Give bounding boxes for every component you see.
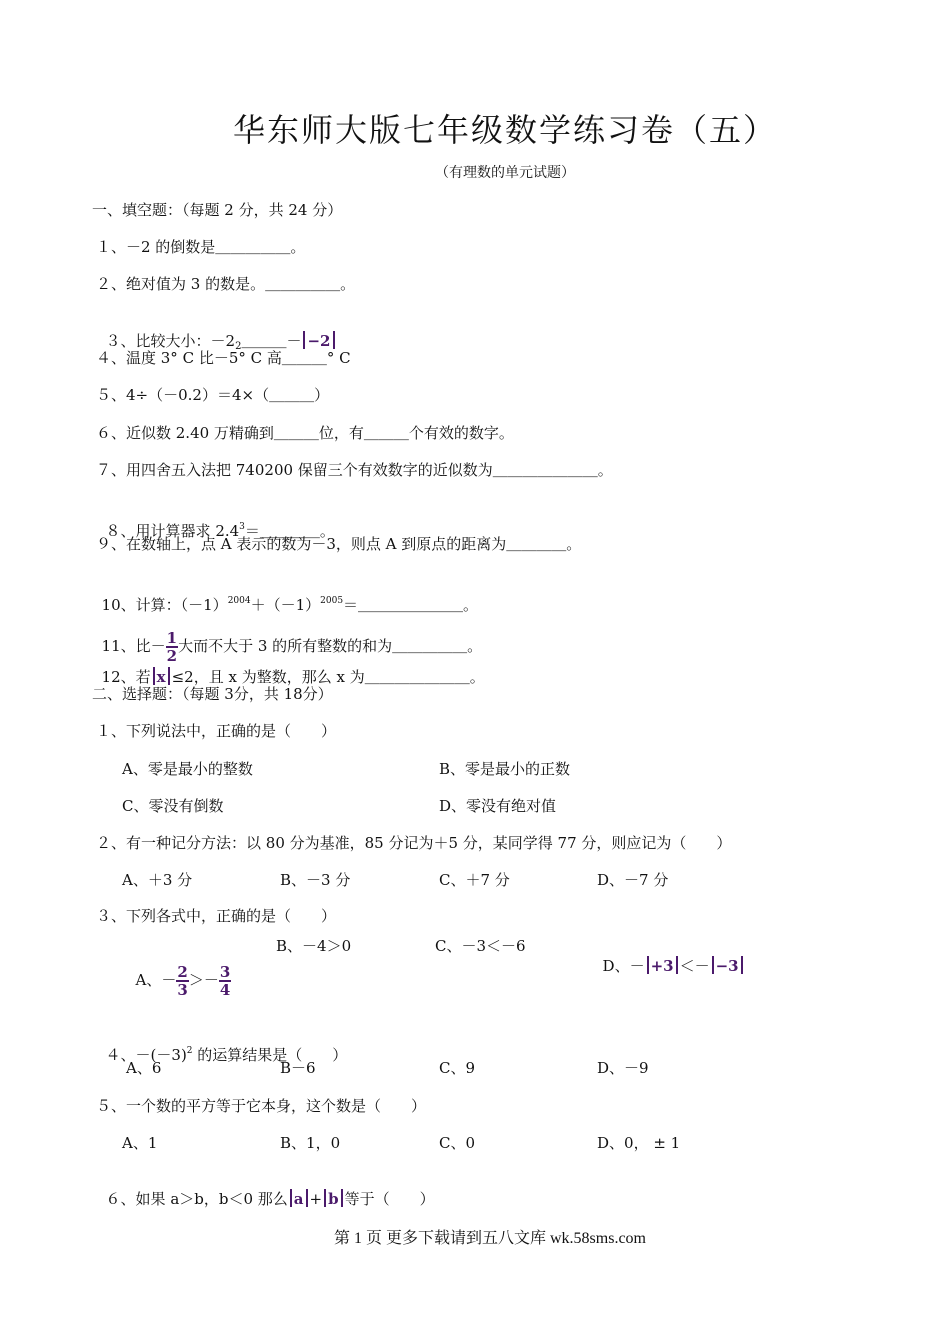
fill-q12-a: 12、若 bbox=[101, 668, 151, 686]
fill-q3-sub: 2 bbox=[235, 341, 242, 352]
abs-bar bbox=[333, 331, 335, 349]
abs-bar bbox=[324, 1189, 326, 1207]
choice-q6 bbox=[96, 1169, 435, 1209]
page-subtitle: （有理数的单元试题） bbox=[435, 165, 575, 181]
choice-q4-option-d: D、－9 bbox=[597, 1059, 649, 1077]
choice-q6-plus: + bbox=[309, 1190, 323, 1208]
fill-q12 bbox=[92, 647, 485, 687]
fill-q7: ７、用四舍五入法把 740200 保留三个有效数字的近似数为＿＿＿＿＿＿＿。 bbox=[96, 461, 613, 479]
choice-q3-option-b: B、－4＞0 bbox=[276, 937, 352, 955]
choice-q2-option-c: C、＋7 分 bbox=[439, 871, 510, 889]
fill-q10-c: ＝＿＿＿＿＿＿＿。 bbox=[343, 596, 479, 614]
choice-q4-a: ４、－(－3) bbox=[105, 1046, 187, 1064]
fill-q9: ９、在数轴上，点 A 表示的数为－3，则点 A 到原点的距离为＿＿＿＿。 bbox=[96, 535, 582, 553]
page-title: 华东师大版七年级数学练习卷（五） bbox=[232, 111, 777, 149]
choice-q4-sup: 2 bbox=[186, 1046, 193, 1056]
fill-q2: ２、绝对值为 3 的数是。＿＿＿＿＿。 bbox=[96, 275, 356, 293]
fraction-numerator: 2 bbox=[177, 963, 188, 981]
section1-heading: 一、填空题：（每题 2 分，共 24 分） bbox=[92, 201, 343, 219]
fill-q3-abs: −2 bbox=[307, 332, 331, 350]
choice-q2-option-b: B、－3 分 bbox=[280, 871, 351, 889]
choice-q3-option-d bbox=[593, 936, 745, 976]
fill-q8-prefix: ８、用计算器求 2.4 bbox=[105, 522, 240, 540]
fraction-denominator: 4 bbox=[219, 981, 231, 999]
abs-bar bbox=[676, 956, 678, 974]
abs-bar bbox=[153, 667, 155, 685]
choice-q1-option-d: D、零没有绝对值 bbox=[439, 797, 557, 815]
choice-q3-d-prefix: D、－ bbox=[602, 957, 645, 975]
choice-q4-b: 的运算结果是（ ） bbox=[192, 1046, 348, 1064]
choice-q3-a-mid: ＞－ bbox=[188, 971, 219, 989]
fraction-numerator: 1 bbox=[166, 629, 178, 647]
abs-bar bbox=[712, 956, 714, 974]
fill-q12-abs: x bbox=[156, 668, 166, 686]
choice-q6-b: 等于（ ） bbox=[344, 1190, 435, 1208]
choice-q1-option-a: A、零是最小的整数 bbox=[122, 760, 253, 778]
section2-heading: 二、选择题：（每题 3分，共 18分） bbox=[92, 685, 333, 703]
choice-q3-option-c: C、－3＜－6 bbox=[435, 937, 526, 955]
fill-q8-suffix: ＝＿＿＿＿。 bbox=[244, 522, 335, 540]
choice-q3-option-a bbox=[126, 926, 231, 998]
choice-q5-option-d: D、0， ± 1 bbox=[597, 1134, 681, 1152]
choice-q5-option-c: C、0 bbox=[439, 1134, 476, 1152]
fill-q5: ５、4÷（－0.2）＝4×（＿＿＿） bbox=[96, 386, 330, 404]
choice-q1-option-c: C、零没有倒数 bbox=[122, 797, 224, 815]
abs-bar bbox=[741, 956, 743, 974]
abs-bar bbox=[647, 956, 649, 974]
choice-q6-abs1: a bbox=[293, 1190, 304, 1208]
abs-bar bbox=[341, 1189, 343, 1207]
fill-q10-sup1: 2004 bbox=[227, 596, 251, 606]
fraction-denominator: 2 bbox=[166, 647, 178, 665]
fill-q10-a: 10、计算：（－1） bbox=[101, 596, 228, 614]
choice-q3-a-prefix: A、－ bbox=[135, 971, 177, 989]
choice-q4-option-b: B－6 bbox=[280, 1059, 316, 1077]
choice-q5-option-b: B、1，0 bbox=[280, 1134, 341, 1152]
fill-q3-prefix: ３、比较大小：－2 bbox=[105, 332, 236, 350]
choice-q2-option-a: A、＋3 分 bbox=[122, 871, 193, 889]
fraction-numerator: 3 bbox=[219, 963, 231, 981]
fill-q12-b: ≤2，且 x 为整数，那么 x 为＿＿＿＿＿＿＿。 bbox=[171, 668, 485, 686]
choice-q3-d-mid: ＜－ bbox=[679, 957, 710, 975]
choice-q5: ５、一个数的平方等于它本身，这个数是（ ） bbox=[96, 1097, 427, 1115]
fill-q8-sup: 3 bbox=[239, 522, 245, 532]
choice-q4-option-a: A、6 bbox=[126, 1059, 162, 1077]
choice-q5-option-a: A、1 bbox=[122, 1134, 158, 1152]
fill-q3-blank: ＿＿＿－ bbox=[241, 332, 302, 350]
abs-bar bbox=[290, 1189, 292, 1207]
choice-q6-abs2: b bbox=[328, 1190, 339, 1208]
fill-q4: ４、温度 3° C 比－5° C 高＿＿＿° C bbox=[96, 349, 351, 367]
choice-q2: ２、有一种记分方法：以 80 分为基准，85 分记为＋5 分，某同学得 77 分，则应记为（ ） bbox=[96, 834, 732, 852]
fill-q11-b: 大而不大于 3 的所有整数的和为＿＿＿＿＿。 bbox=[178, 637, 483, 655]
fraction bbox=[176, 964, 188, 998]
choice-q3-d-abs2: −3 bbox=[715, 957, 739, 975]
choice-q1: １、下列说法中，正确的是（ ） bbox=[96, 722, 337, 740]
fraction bbox=[219, 964, 231, 998]
abs-bar bbox=[168, 667, 170, 685]
choice-q2-option-d: D、－7 分 bbox=[597, 871, 669, 889]
choice-q3-d-abs1: +3 bbox=[650, 957, 674, 975]
fraction-denominator: 3 bbox=[177, 981, 188, 999]
page-footer: 第 1 页 更多下载请到五八文库 wk.58sms.com bbox=[333, 1230, 646, 1247]
abs-bar bbox=[303, 331, 305, 349]
fill-q6: ６、近似数 2.40 万精确到＿＿＿位，有＿＿＿个有效的数字。 bbox=[96, 424, 514, 442]
choice-q1-option-b: B、零是最小的正数 bbox=[439, 760, 571, 778]
fill-q10-sup2: 2005 bbox=[320, 596, 344, 606]
fill-q10-b: ＋（－1） bbox=[250, 596, 321, 614]
choice-q6-a: ６、如果 a＞b，b＜0 那么 bbox=[105, 1190, 288, 1208]
fill-q1: １、－2 的倒数是＿＿＿＿＿。 bbox=[96, 238, 306, 256]
fill-q11-a: 11、比－ bbox=[101, 637, 166, 655]
choice-q4-option-c: C、9 bbox=[439, 1059, 476, 1077]
abs-bar bbox=[306, 1189, 308, 1207]
choice-q3: ３、下列各式中，正确的是（ ） bbox=[96, 907, 337, 925]
